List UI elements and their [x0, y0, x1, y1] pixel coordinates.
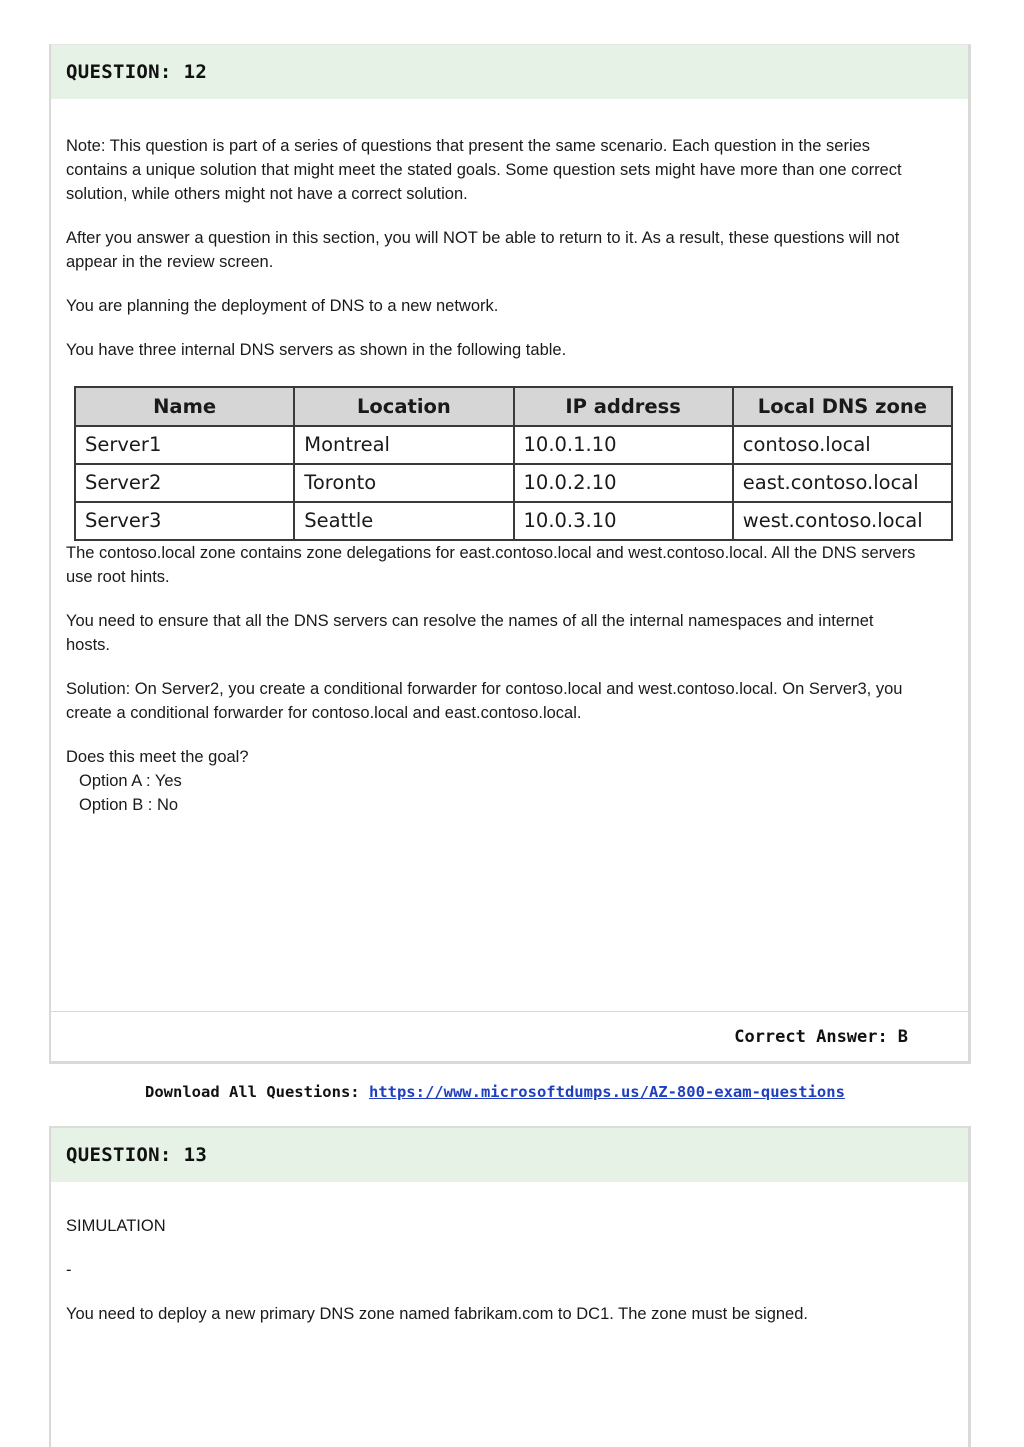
option-a[interactable]: Option A : Yes — [79, 772, 182, 790]
question-label: QUESTION: — [66, 1144, 172, 1166]
column-header-local-dns-zone: Local DNS zone — [733, 387, 952, 426]
table-cell: Montreal — [294, 426, 513, 464]
table-cell: Seattle — [294, 502, 513, 540]
solution-paragraph: Solution: On Server2, you create a conditional forwarder for contoso.local and west.contoso.local. On Server3, you create a conditional forwarder for contoso.local and east.contoso.local. — [66, 680, 903, 722]
scenario-paragraph: You are planning the deployment of DNS to a new network. — [66, 297, 499, 315]
separator-dash: - — [66, 1261, 72, 1279]
correct-answer-label: Correct Answer: — [734, 1027, 888, 1047]
goal-question-paragraph: Does this meet the goal? — [66, 748, 249, 766]
table-row — [75, 464, 952, 502]
table-cell: west.contoso.local — [733, 502, 952, 540]
table-cell: Server1 — [75, 426, 294, 464]
simulation-label: SIMULATION — [66, 1217, 166, 1235]
task-paragraph: You need to deploy a new primary DNS zone named fabrikam.com to DC1. The zone must be signed. — [66, 1305, 808, 1323]
table-header-row — [75, 387, 952, 426]
table-intro-paragraph: You have three internal DNS servers as shown in the following table. — [66, 341, 567, 359]
table-cell: 10.0.1.10 — [514, 426, 733, 464]
question-13-card — [49, 1126, 971, 1447]
option-b[interactable]: Option B : No — [79, 796, 179, 814]
question-12-header — [51, 45, 968, 99]
column-header-ip-address: IP address — [514, 387, 733, 426]
no-return-paragraph: After you answer a question in this section, you will NOT be able to return to it. As a result, these questions will not appear in the review screen. — [66, 229, 900, 271]
dns-servers-table — [74, 386, 953, 541]
table-cell: Server2 — [75, 464, 294, 502]
question-label: QUESTION: — [66, 61, 172, 83]
correct-answer-bar — [51, 1011, 968, 1062]
table-cell: Server3 — [75, 502, 294, 540]
question-number: 12 — [183, 61, 208, 83]
correct-answer-value: B — [897, 1027, 908, 1047]
question-12-body — [51, 99, 968, 817]
note-paragraph: Note: This question is part of a series of questions that present the same scenario. Each question in the series contains a unique solution that might meet the stated goals. Some question sets might have more than one correct solution, while others might not have a correct solution. — [66, 137, 902, 203]
table-row — [75, 426, 952, 464]
requirement-paragraph: You need to ensure that all the DNS servers can resolve the names of all the internal namespaces and internet hosts. — [66, 612, 874, 654]
table-cell: Toronto — [294, 464, 513, 502]
question-number: 13 — [183, 1144, 208, 1166]
download-label: Download All Questions: — [145, 1083, 360, 1101]
column-header-name: Name — [75, 387, 294, 426]
question-13-header — [51, 1128, 968, 1182]
table-cell: contoso.local — [733, 426, 952, 464]
download-link[interactable]: https://www.microsoftdumps.us/AZ-800-exam-questions — [368, 1083, 845, 1101]
column-header-location: Location — [294, 387, 513, 426]
table-cell: 10.0.3.10 — [514, 502, 733, 540]
question-12-card — [49, 44, 971, 1064]
question-13-body — [51, 1182, 968, 1326]
table-cell: east.contoso.local — [733, 464, 952, 502]
download-line — [145, 1083, 845, 1101]
delegation-paragraph: The contoso.local zone contains zone delegations for east.contoso.local and west.contoso.local. All the DNS servers use root hints. — [66, 544, 916, 586]
table-cell: 10.0.2.10 — [514, 464, 733, 502]
table-row — [75, 502, 952, 540]
